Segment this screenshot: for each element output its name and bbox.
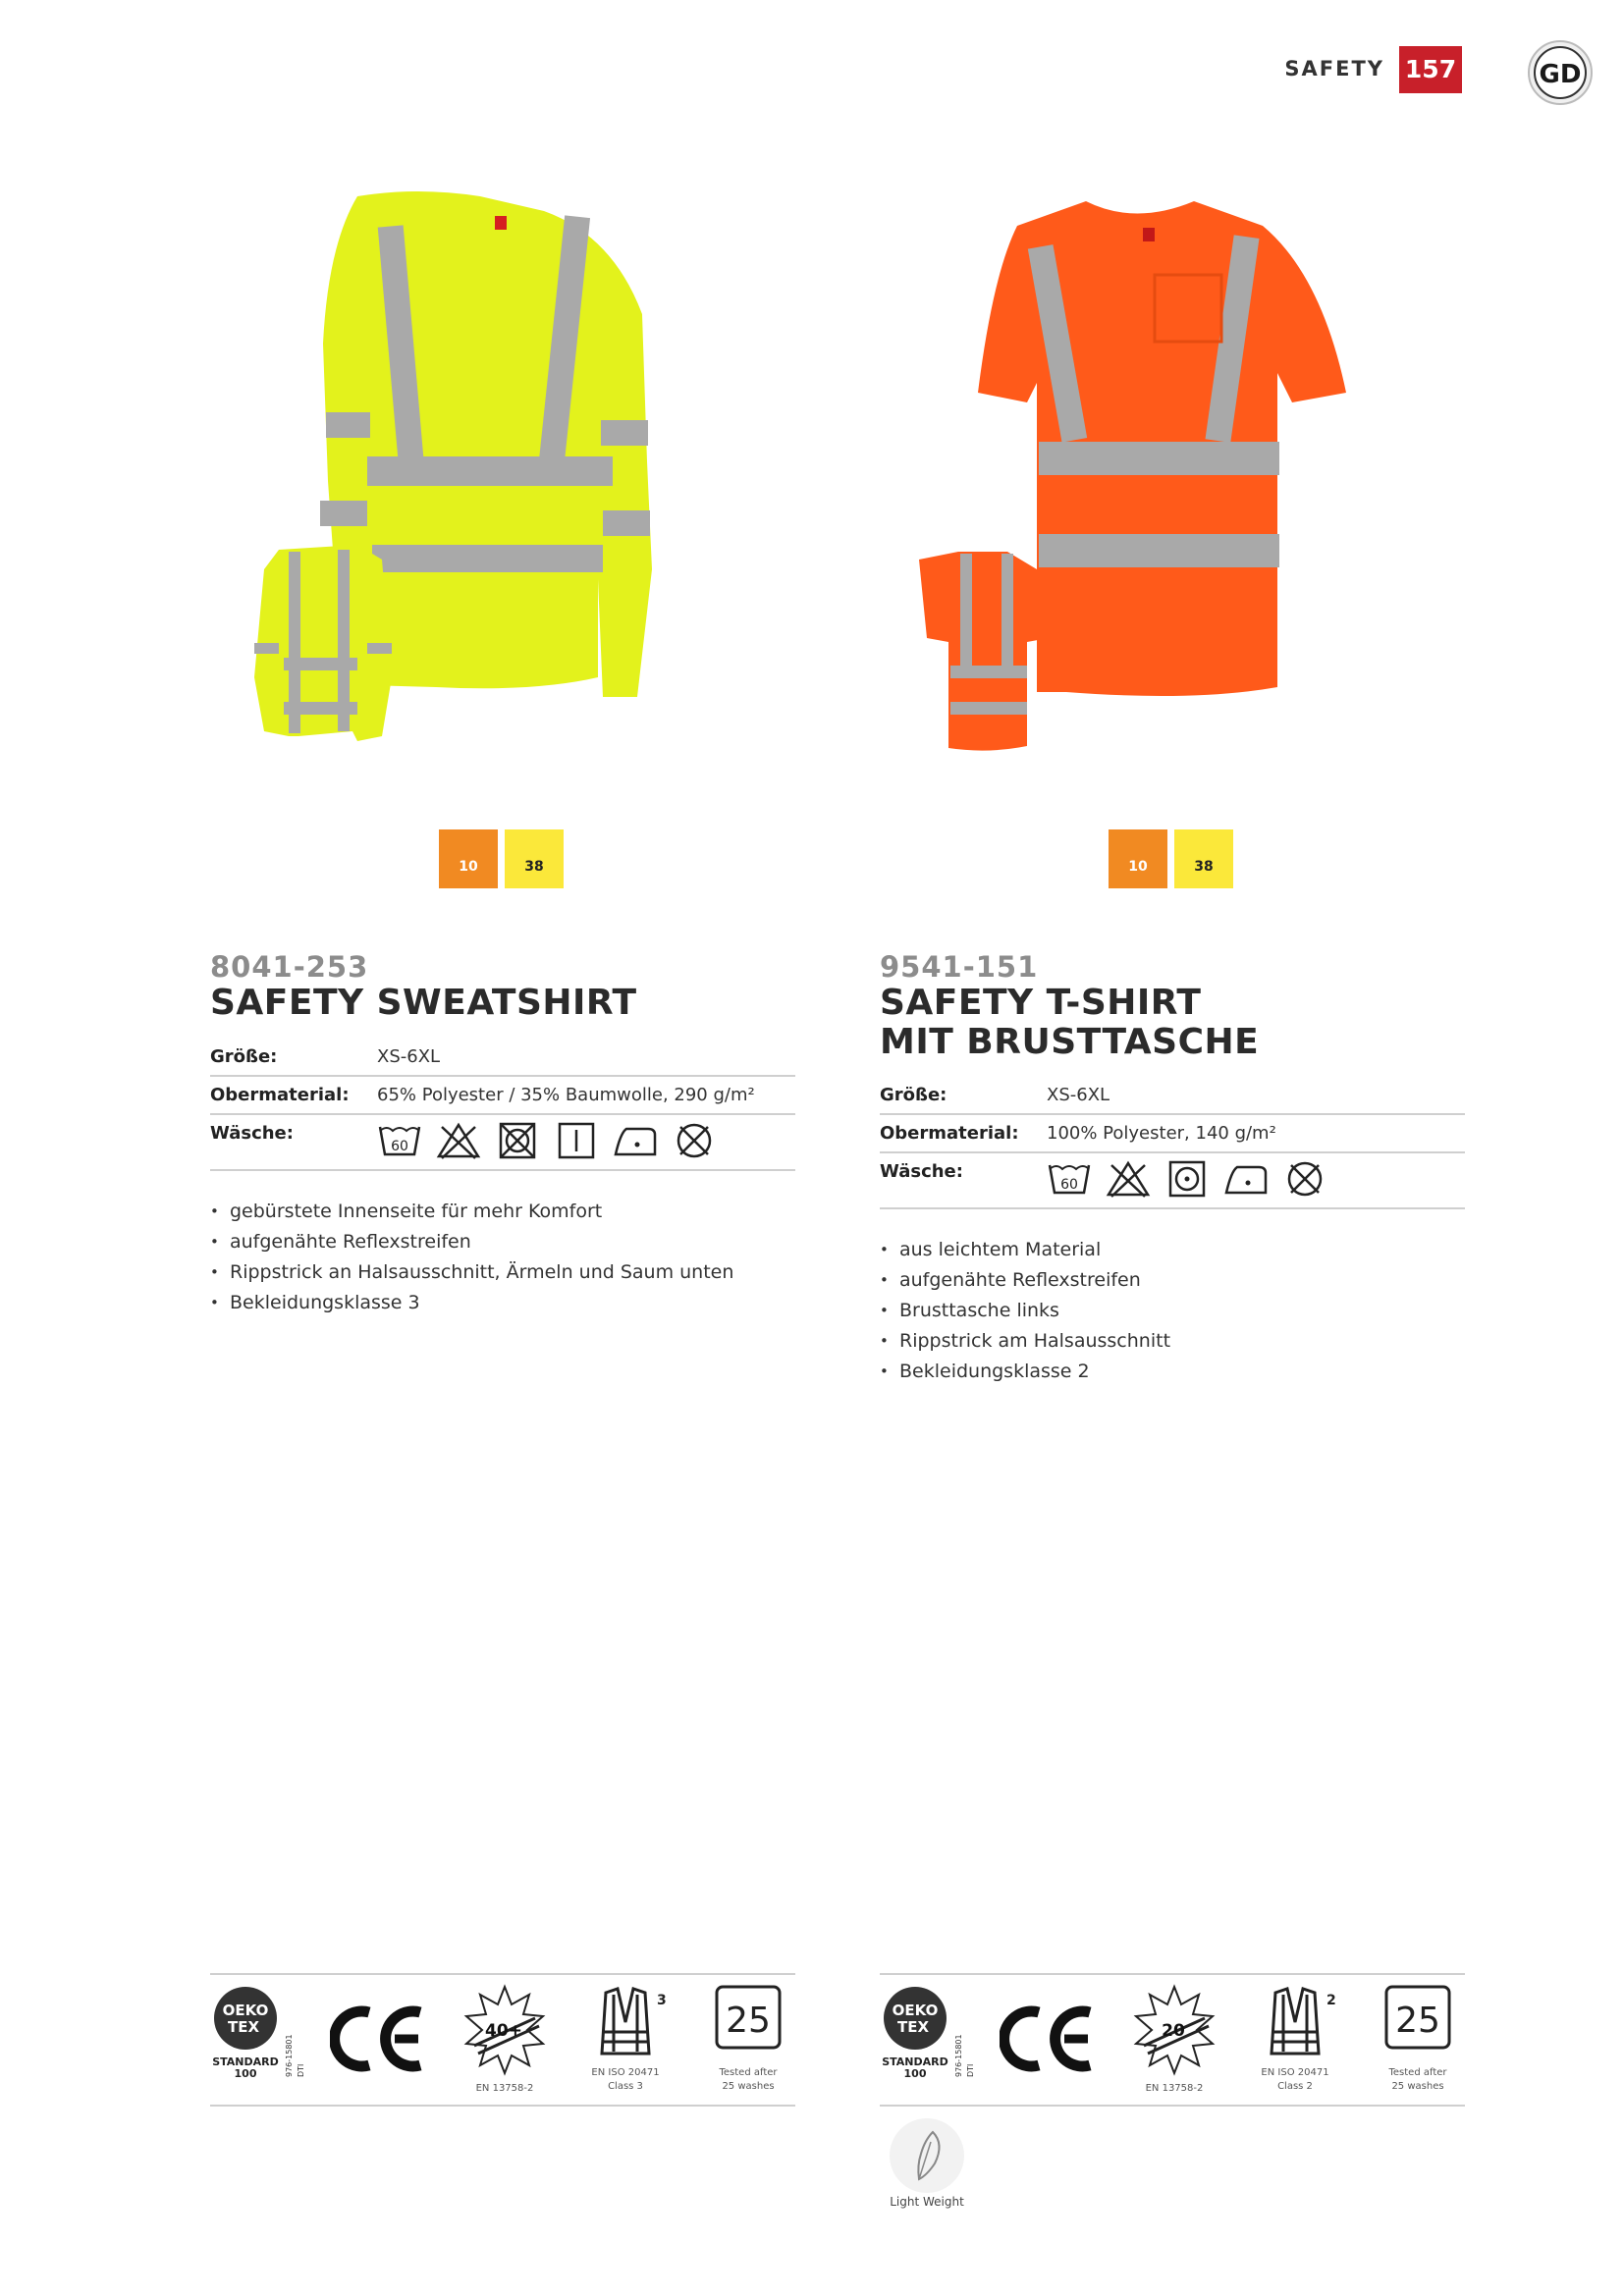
no-dry-clean-icon: [672, 1121, 717, 1160]
iron-low-icon: [613, 1121, 658, 1160]
spec-row-wash: [210, 1115, 795, 1171]
spec-table: [210, 1039, 795, 1171]
spec-value: XS-6XL: [1047, 1085, 1110, 1105]
certification-bar: [880, 1973, 1465, 2107]
high-vis-icon: [460, 1983, 549, 2094]
list-item: • aus leichtem Material: [880, 1235, 1465, 1265]
svg-text:STANDARD: STANDARD: [212, 2056, 279, 2068]
care-icons: [1047, 1159, 1327, 1199]
product-title-line: MIT BRUSTTASCHE: [880, 1022, 1260, 1062]
spec-label: Wäsche:: [880, 1161, 963, 1182]
no-bleach-icon: [436, 1121, 481, 1160]
ce-mark-icon: [330, 2004, 428, 2077]
iron-low-icon: [1223, 1159, 1269, 1199]
line-dry-icon: [554, 1121, 599, 1160]
svg-text:60: 60: [1060, 1177, 1078, 1193]
article-number: 9541-151: [880, 950, 1039, 984]
spec-value: 65% Polyester / 35% Baumwolle, 290 g/m²: [377, 1085, 755, 1105]
brand-logo: [1527, 39, 1594, 106]
spec-label: Größe:: [880, 1085, 947, 1105]
color-swatch-orange[interactable]: 10: [439, 829, 498, 888]
high-vis-icon: [1130, 1983, 1218, 2094]
sweatshirt-image: [210, 167, 795, 775]
product-tshirt: [880, 0, 1465, 2296]
iso-20471-icon: [588, 1983, 667, 2092]
svg-text:STANDARD: STANDARD: [882, 2056, 948, 2068]
oeko-tex-badge: [210, 1983, 308, 2095]
list-item: • Brusttasche links: [880, 1296, 1465, 1326]
feather-icon: [890, 2118, 964, 2193]
list-item: • aufgenähte Reflexstreifen: [880, 1265, 1465, 1296]
spec-value: 100% Polyester, 140 g/m²: [1047, 1123, 1276, 1144]
list-item: • Rippstrick am Halsausschnitt: [880, 1326, 1465, 1357]
care-icons: [377, 1121, 717, 1160]
list-item: • Bekleidungsklasse 2: [880, 1357, 1465, 1387]
no-dry-clean-icon: [1282, 1159, 1327, 1199]
cert-caption: Class 3: [608, 2081, 643, 2092]
color-swatch-yellow[interactable]: 38: [1174, 829, 1233, 888]
svg-text:DTI: DTI: [966, 2063, 975, 2077]
tumble-dry-low-icon: [1164, 1159, 1210, 1199]
list-item: • aufgenähte Reflexstreifen: [210, 1227, 795, 1257]
ce-mark-icon: [1000, 2004, 1098, 2077]
cert-caption: Class 2: [1277, 2081, 1313, 2092]
cert-caption: EN ISO 20471: [591, 2067, 660, 2078]
spec-label: Größe:: [210, 1046, 278, 1067]
oeko-tex-badge: [880, 1983, 978, 2095]
brand-logo-text: GD: [1539, 60, 1582, 89]
no-bleach-icon: [1106, 1159, 1151, 1199]
page-number: 157: [1399, 46, 1462, 93]
product-title: [210, 984, 795, 1023]
section-label: SAFETY: [1284, 57, 1384, 80]
svg-text:25: 25: [1395, 2001, 1440, 2041]
cert-caption: EN 13758-2: [475, 2083, 534, 2094]
spec-label: Wäsche:: [210, 1123, 294, 1144]
spec-row-material: [210, 1077, 795, 1115]
svg-text:976-15801: 976-15801: [954, 2034, 963, 2077]
iso-20471-icon: [1258, 1983, 1336, 2092]
wash-25-icon: [1382, 1983, 1453, 2092]
svg-text:OEKO: OEKO: [222, 2002, 269, 2019]
svg-text:100: 100: [234, 2067, 257, 2080]
tshirt-image: [880, 167, 1465, 775]
spec-row-wash: [880, 1153, 1465, 1209]
svg-text:OEKO: OEKO: [892, 2002, 939, 2019]
svg-text:60: 60: [391, 1139, 408, 1154]
svg-text:25: 25: [726, 2001, 771, 2041]
spec-value: XS-6XL: [377, 1046, 441, 1067]
list-item: • Rippstrick an Halsausschnitt, Ärmeln und Saum unten: [210, 1257, 795, 1288]
color-swatch-yellow[interactable]: 38: [505, 829, 564, 888]
svg-text:976-15801: 976-15801: [285, 2034, 294, 2077]
spec-row-size: [880, 1077, 1465, 1115]
wash-60-icon: [377, 1121, 422, 1160]
svg-text:TEX: TEX: [896, 2018, 930, 2036]
svg-text:TEX: TEX: [227, 2018, 260, 2036]
svg-text:DTI: DTI: [297, 2063, 305, 2077]
svg-text:3: 3: [657, 1993, 667, 2008]
cert-caption: 25 washes: [1391, 2081, 1444, 2092]
list-item: • gebürstete Innenseite für mehr Komfort: [210, 1197, 795, 1227]
spec-label: Obermaterial:: [210, 1085, 350, 1105]
list-item: • Bekleidungsklasse 3: [210, 1288, 795, 1318]
product-title-line: SAFETY T-SHIRT: [880, 983, 1202, 1023]
certification-bar: [210, 1973, 795, 2107]
cert-caption: Tested after: [1388, 2067, 1447, 2078]
svg-text:100: 100: [903, 2067, 927, 2080]
no-tumble-dry-icon: [495, 1121, 540, 1160]
cert-caption: Tested after: [719, 2067, 778, 2078]
feature-list: [210, 1197, 795, 1318]
spec-table: [880, 1077, 1465, 1209]
light-weight-label: Light Weight: [890, 2195, 964, 2209]
svg-text:2: 2: [1326, 1993, 1336, 2008]
spec-row-size: [210, 1039, 795, 1077]
feature-list: [880, 1235, 1465, 1387]
svg-text:20: 20: [1162, 2021, 1185, 2041]
cert-caption: EN 13758-2: [1145, 2083, 1204, 2094]
wash-25-icon: [713, 1983, 784, 2092]
product-sweatshirt: [210, 0, 795, 2296]
spec-row-material: [880, 1115, 1465, 1153]
svg-text:40+: 40+: [485, 2021, 522, 2041]
spec-label: Obermaterial:: [880, 1123, 1019, 1144]
product-title: [880, 984, 1465, 1062]
cert-caption: EN ISO 20471: [1261, 2067, 1329, 2078]
wash-60-icon: [1047, 1159, 1092, 1199]
product-title-line: SAFETY SWEATSHIRT: [210, 983, 637, 1023]
cert-caption: 25 washes: [722, 2081, 775, 2092]
color-swatch-orange[interactable]: 10: [1109, 829, 1167, 888]
article-number: 8041-253: [210, 950, 369, 984]
